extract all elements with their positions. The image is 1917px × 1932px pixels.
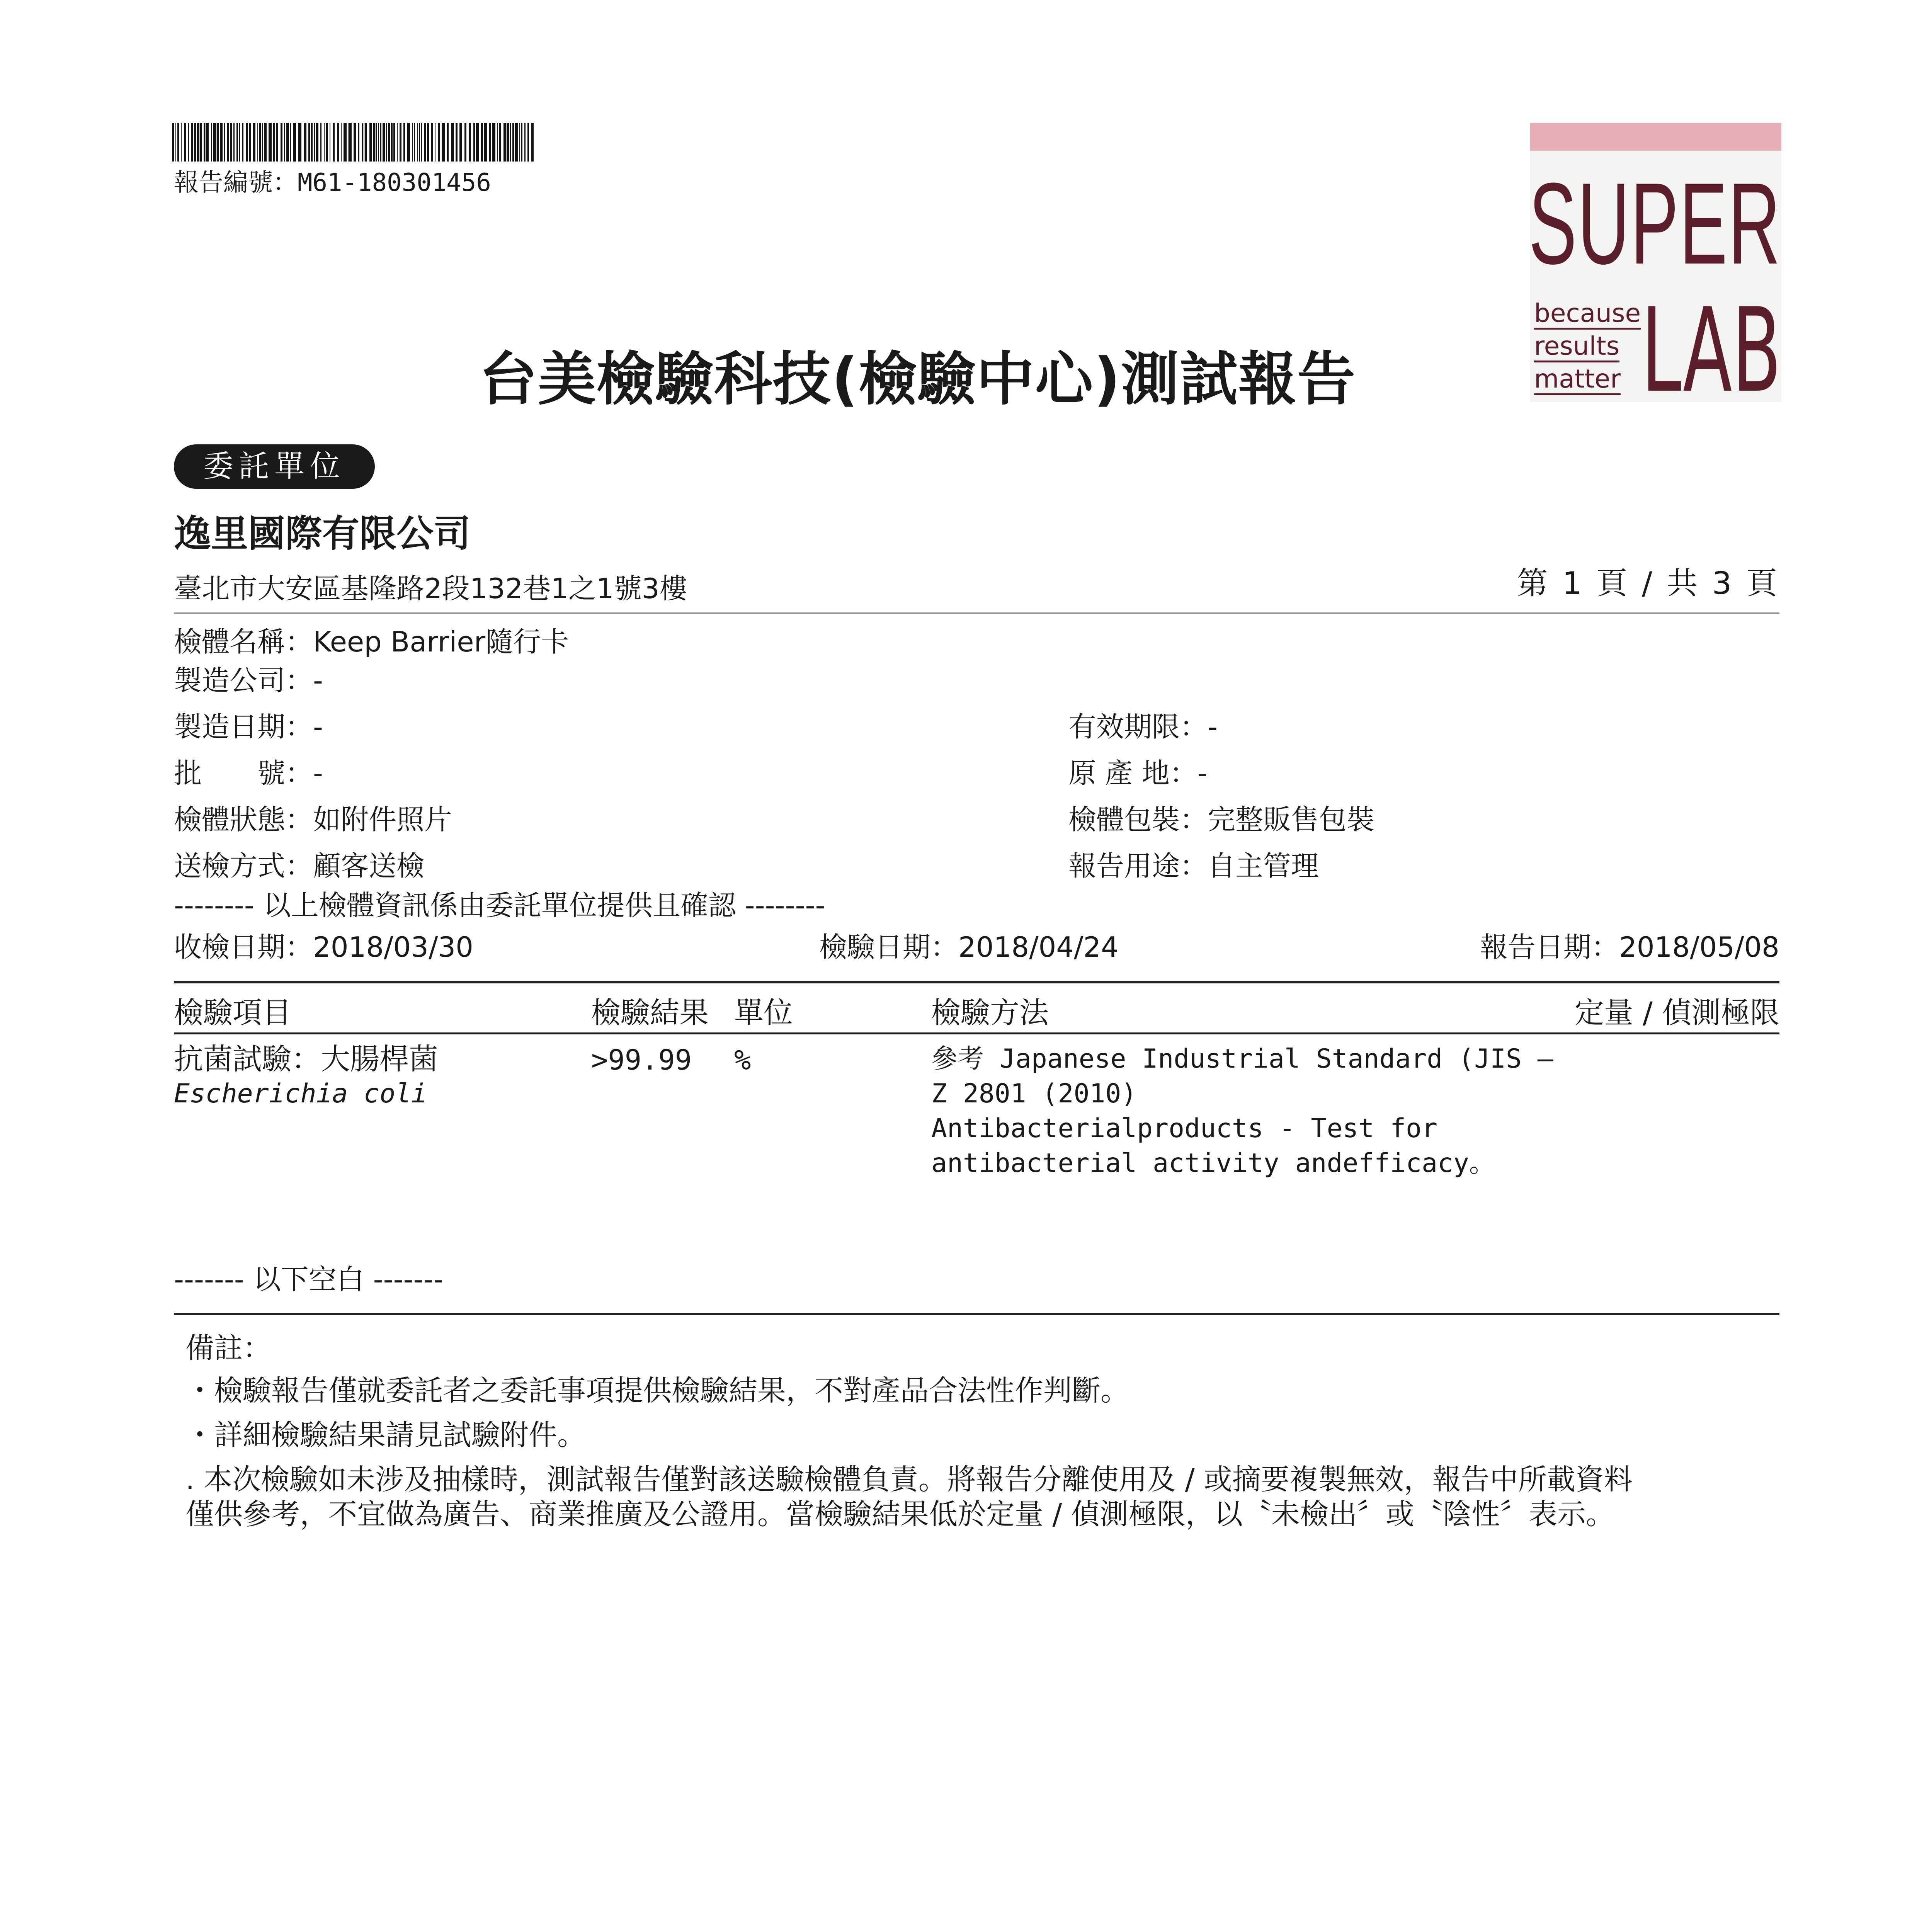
barcode-bar xyxy=(400,123,401,162)
barcode-bar xyxy=(524,123,526,162)
barcode-bar xyxy=(344,123,347,162)
barcode-bar xyxy=(393,123,395,162)
barcode-bar xyxy=(531,123,534,162)
test-unit: % xyxy=(734,1044,751,1076)
report-number: 報告編號：M61-180301456 xyxy=(174,168,491,197)
barcode-bar xyxy=(257,123,258,162)
barcode-bar xyxy=(438,123,440,162)
barcode-bar xyxy=(259,123,261,162)
barcode-graphic xyxy=(172,123,535,162)
barcode-bar xyxy=(419,123,420,162)
barcode-bar xyxy=(397,123,398,162)
logo-tagline-line: results xyxy=(1534,333,1619,362)
barcode-bar xyxy=(417,123,418,162)
test-method-line: Antibacterialproducts - Test for xyxy=(931,1113,1438,1144)
barcode-bar xyxy=(427,123,429,162)
barcode-bar xyxy=(308,123,310,162)
test-method-line: antibacterial activity andefficacy。 xyxy=(931,1148,1495,1179)
barcode-bar xyxy=(358,123,359,162)
sample-packaging: 檢體包裝：完整販售包裝 xyxy=(1068,803,1375,836)
barcode-bar xyxy=(521,123,522,162)
barcode-bar xyxy=(492,123,495,162)
barcode-bar xyxy=(273,123,275,162)
barcode-bar xyxy=(507,123,509,162)
barcode-bar xyxy=(242,123,243,162)
sample-batch: 批 號：- xyxy=(174,757,323,789)
sample-origin: 原 產 地：- xyxy=(1068,757,1208,789)
sample-confirm-note: -------- 以上檢體資訊係由委託單位提供且確認 -------- xyxy=(174,889,825,922)
barcode-bar xyxy=(281,123,282,162)
report-date: 報告日期：2018/05/08 xyxy=(1480,931,1779,963)
barcode-bar xyxy=(224,123,225,162)
barcode-bar xyxy=(515,123,518,162)
barcode-bar xyxy=(314,123,315,162)
barcode-bar xyxy=(421,123,422,162)
barcode-bar xyxy=(447,123,449,162)
barcode-bar xyxy=(503,123,506,162)
barcode-bar xyxy=(217,123,219,162)
barcode-bar xyxy=(333,123,335,162)
barcode-bar xyxy=(388,123,390,162)
barcode-bar xyxy=(175,123,176,162)
barcode-bar xyxy=(204,123,205,162)
barcode-bar xyxy=(484,123,487,162)
client-section-label: 委託單位 xyxy=(174,444,375,489)
barcode-bar xyxy=(512,123,514,162)
received-date: 收檢日期：2018/03/30 xyxy=(174,931,473,963)
test-date: 檢驗日期：2018/04/24 xyxy=(819,931,1119,963)
barcode-bar xyxy=(442,123,445,162)
sample-manufacturer: 製造公司：- xyxy=(174,664,323,697)
barcode-bar xyxy=(197,123,199,162)
logo-super-text: SUPER xyxy=(1529,158,1781,288)
barcode-bar xyxy=(519,123,520,162)
sample-condition: 檢體狀態：如附件照片 xyxy=(174,803,452,836)
barcode-bar xyxy=(181,123,182,162)
barcode-bar xyxy=(412,123,413,162)
table-end-note: ------- 以下空白 ------- xyxy=(174,1263,444,1296)
barcode-bar xyxy=(316,123,318,162)
barcode-bar xyxy=(276,123,278,162)
barcode-bar xyxy=(341,123,342,162)
barcode-bar xyxy=(326,123,328,162)
logo-tagline-line: matter xyxy=(1534,366,1621,395)
barcode-bar xyxy=(424,123,426,162)
divider xyxy=(174,612,1779,614)
barcode-bar xyxy=(354,123,356,162)
test-method-line: Z 2801 (2010) xyxy=(931,1078,1137,1109)
note-item: ・檢驗報告僅就委託者之委託事項提供檢驗結果，不對產品合法性作判斷。 xyxy=(185,1374,1129,1407)
barcode-bar xyxy=(293,123,296,162)
barcode-bar xyxy=(213,123,216,162)
col-header-item: 檢驗項目 xyxy=(174,995,291,1030)
barcode-bar xyxy=(211,123,212,162)
barcode-bar xyxy=(337,123,339,162)
note-item: . 本次檢驗如未涉及抽樣時，測試報告僅對該送驗檢體負責。將報告分離使用及 / 或摘要複製無效，報告中所載資料 xyxy=(185,1463,1633,1496)
barcode-bar xyxy=(403,123,405,162)
barcode-bar xyxy=(269,123,272,162)
client-address: 臺北市大安區基隆路2段132巷1之1號3樓 xyxy=(174,572,687,605)
sample-purpose: 報告用途：自主管理 xyxy=(1068,850,1319,882)
barcode-bar xyxy=(220,123,223,162)
col-header-result: 檢驗結果 xyxy=(591,995,709,1030)
barcode-bar xyxy=(499,123,501,162)
barcode-bar xyxy=(481,123,483,162)
barcode-bar xyxy=(383,123,385,162)
barcode-bar xyxy=(286,123,289,162)
barcode-bar xyxy=(373,123,375,162)
barcode-bar xyxy=(177,123,179,162)
notes-top-rule xyxy=(174,1313,1779,1315)
sample-expiry: 有效期限：- xyxy=(1068,711,1218,743)
barcode-bar xyxy=(431,123,433,162)
barcode-bar xyxy=(320,123,321,162)
barcode-bar xyxy=(298,123,301,162)
barcode-bar xyxy=(191,123,193,162)
barcode-bar xyxy=(456,123,458,162)
barcode-bar xyxy=(262,123,263,162)
barcode-bar xyxy=(369,123,372,162)
barcode-bar xyxy=(473,123,475,162)
barcode-bar xyxy=(249,123,251,162)
page-indicator: 第 1 頁 / 共 3 頁 xyxy=(1517,565,1779,601)
col-header-method: 檢驗方法 xyxy=(931,995,1049,1030)
barcode-bar xyxy=(459,123,462,162)
col-header-unit: 單位 xyxy=(734,995,793,1030)
barcode-bar xyxy=(349,123,352,162)
barcode-bar xyxy=(376,123,377,162)
barcode-bar xyxy=(476,123,479,162)
barcode-bar xyxy=(206,123,209,162)
barcode-bar xyxy=(184,123,186,162)
logo-lab-text: LAB xyxy=(1641,283,1781,418)
test-result: >99.99 xyxy=(591,1044,692,1076)
barcode-bar xyxy=(378,123,379,162)
barcode-bar xyxy=(414,123,415,162)
barcode-bar xyxy=(391,123,393,162)
report-title: 台美檢驗科技(檢驗中心)測試報告 xyxy=(479,346,1356,413)
barcode-bar xyxy=(311,123,313,162)
barcode-bar xyxy=(469,123,471,162)
barcode-bar xyxy=(239,123,240,162)
barcode-bar xyxy=(497,123,498,162)
barcode-bar xyxy=(200,123,202,162)
note-item: ・詳細檢驗結果請見試驗附件。 xyxy=(185,1418,586,1452)
sample-delivery: 送檢方式：顧客送檢 xyxy=(174,850,425,882)
superlab-logo xyxy=(1529,123,1781,418)
barcode-bar xyxy=(348,123,349,162)
test-item-latin: Escherichia coli xyxy=(174,1078,427,1109)
barcode-bar xyxy=(365,123,367,162)
barcode-bar xyxy=(386,123,387,162)
logo-accent-bar xyxy=(1530,123,1781,151)
barcode-bar xyxy=(527,123,529,162)
barcode-bar xyxy=(253,123,255,162)
note-item: 僅供參考，不宜做為廣告、商業推廣及公證用。當檢驗結果低於定量 / 偵測極限，以〝未檢出〞或〝陰性〞表示。 xyxy=(185,1498,1614,1531)
table-header-rule xyxy=(174,1032,1779,1034)
sample-name: 檢體名稱：Keep Barrier隨行卡 xyxy=(174,626,569,658)
table-top-rule xyxy=(174,981,1779,983)
logo-tagline-line: because xyxy=(1534,301,1641,330)
barcode-bar xyxy=(464,123,466,162)
client-name: 逸里國際有限公司 xyxy=(174,512,471,555)
sample-mfg-date: 製造日期：- xyxy=(174,711,323,743)
barcode-bar xyxy=(362,123,363,162)
barcode-bar xyxy=(188,123,189,162)
barcode-bar xyxy=(227,123,229,162)
barcode-bar xyxy=(246,123,248,162)
barcode-bar xyxy=(451,123,454,162)
barcode-bar xyxy=(407,123,410,162)
barcode-bar xyxy=(324,123,325,162)
barcode-bar xyxy=(489,123,491,162)
test-item: 抗菌試驗：大腸桿菌 xyxy=(174,1042,438,1076)
barcode-bar xyxy=(264,123,267,162)
barcode-bar xyxy=(233,123,235,162)
barcode-bar xyxy=(290,123,291,162)
barcode-bar xyxy=(172,123,174,162)
barcode-bar xyxy=(236,123,238,162)
col-header-limit: 定量 / 偵測極限 xyxy=(1575,995,1779,1030)
barcode-bar xyxy=(304,123,306,162)
barcode-bar xyxy=(194,123,196,162)
notes-heading: 備註： xyxy=(185,1332,271,1365)
barcode-bar xyxy=(230,123,232,162)
barcode-bar xyxy=(284,123,285,162)
barcode-bar xyxy=(380,123,381,162)
test-method-line: 參考 Japanese Industrial Standard (JIS — xyxy=(931,1044,1553,1074)
barcode-bar xyxy=(510,123,511,162)
